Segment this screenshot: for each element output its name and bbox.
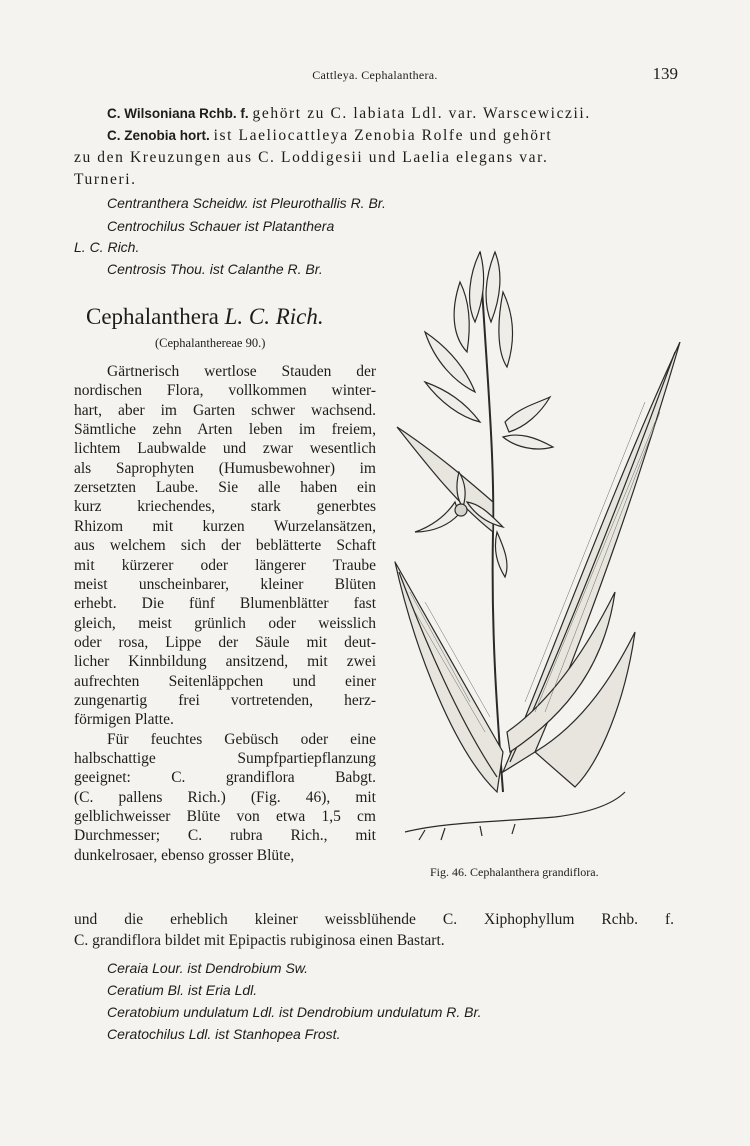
body-line: zungenartig frei vortretenden, herz- — [74, 691, 376, 709]
body-line: Durchmesser; C. rubra Rich., mit — [74, 827, 376, 845]
entry-zenobia-line-2: zu den Kreuzungen aus C. Loddigesii und Laelia elegans var. — [74, 149, 549, 166]
body-line: licher Kinnbildung ansitzend, mit zwei — [74, 653, 376, 671]
body-line: gleich, meist grünlich oder weisslich — [74, 614, 376, 632]
synonym-centrosis: Centrosis Thou. ist Calanthe R. Br. — [107, 261, 323, 277]
body-line: Für feuchtes Gebüsch oder eine — [107, 730, 376, 748]
synonym-centrochilus-cont: L. C. Rich. — [74, 239, 140, 255]
body-line: lichtem Laubwalde und zwar wesentlich — [74, 440, 376, 458]
figure-caption: Fig. 46. Cephalanthera grandiflora. — [430, 865, 599, 879]
genus-name: Cephalanthera — [86, 304, 219, 329]
body-line: mit kürzerer oder längerer Traube — [74, 556, 376, 574]
body-line: als Saprophyten (Humusbewohner) im — [74, 459, 376, 477]
body-line: meist unscheinbarer, kleiner Blüten — [74, 575, 376, 593]
body-line: (C. pallens Rich.) (Fig. 46), mit — [74, 788, 376, 806]
running-head: Cattleya. Cephalanthera. — [312, 68, 438, 82]
body-line: nordischen Flora, vollkommen winter- — [74, 382, 376, 400]
body-line: hart, aber im Garten schwer wachsend. — [74, 401, 376, 419]
body-line: Rhizom mit kurzen Wurzelansätzen, — [74, 517, 376, 535]
body-line: Sämtliche zehn Arten leben im freiem, — [74, 421, 376, 439]
synonym-line: Ceratium Bl. ist Eria Ldl. — [107, 982, 258, 998]
entry-name: C. Zenobia hort. — [107, 128, 210, 143]
body-line: förmigen Platte. — [74, 711, 174, 729]
entry-zenobia — [107, 126, 552, 146]
body-line: aus welchem sich der beblätterte Schaft — [74, 537, 376, 555]
body-line: gelblichweisser Blüte von etwa 1,5 cm — [74, 808, 376, 826]
genus-author: L. C. Rich. — [224, 304, 324, 329]
section-title — [86, 304, 324, 330]
entry-zenobia-line-3: Turneri. — [74, 171, 137, 188]
entry-wilsoniana — [107, 104, 591, 124]
body-line: halbschattige Sumpfpartiepflanzung — [74, 750, 376, 767]
entry-text: gehört zu C. labiata Ldl. var. Warscewiczii. — [252, 105, 591, 122]
body-line: erhebt. Die fünf Blumenblätter fast — [74, 595, 376, 613]
body-line: geeignet: C. grandiflora Babgt. — [74, 769, 376, 787]
wide-line: C. grandiflora bildet mit Epipactis rubiginosa einen Bastart. — [74, 932, 445, 949]
synonym-line: Ceraia Lour. ist Dendrobium Sw. — [107, 960, 309, 976]
body-line: aufrechten Seitenläppchen und einer — [74, 672, 376, 690]
entry-text: ist Laeliocattleya Zenobia Rolfe und gehört — [213, 127, 553, 144]
synonym-centrochilus: Centrochilus Schauer ist Platanthera — [107, 218, 335, 234]
page-number: 139 — [652, 64, 678, 83]
body-line: zersetzten Laube. Sie alle haben ein — [74, 479, 376, 497]
entry-name: C. Wilsoniana Rchb. f. — [107, 106, 249, 121]
orchid-illustration — [385, 232, 685, 852]
body-line: Gärtnerisch wertlose Stauden der — [107, 363, 376, 380]
synonym-line: Ceratochilus Ldl. ist Stanhopea Frost. — [107, 1026, 341, 1042]
wide-line: und die erheblich kleiner weissblühende C. Xiphophyllum Rchb. f. — [74, 911, 674, 928]
synonym-centranthera: Centranthera Scheidw. ist Pleurothallis R. Br. — [107, 195, 386, 211]
body-line: kurz kriechendes, stark generbtes — [74, 498, 376, 516]
synonym-line: Ceratobium undulatum Ldl. ist Dendrobium undulatum R. Br. — [107, 1004, 482, 1020]
body-line: oder rosa, Lippe der Säule mit deut- — [74, 633, 376, 651]
section-subtitle: (Cephalanthereae 90.) — [155, 336, 266, 350]
body-line: dunkelrosaer, ebenso grosser Blüte, — [74, 846, 295, 864]
